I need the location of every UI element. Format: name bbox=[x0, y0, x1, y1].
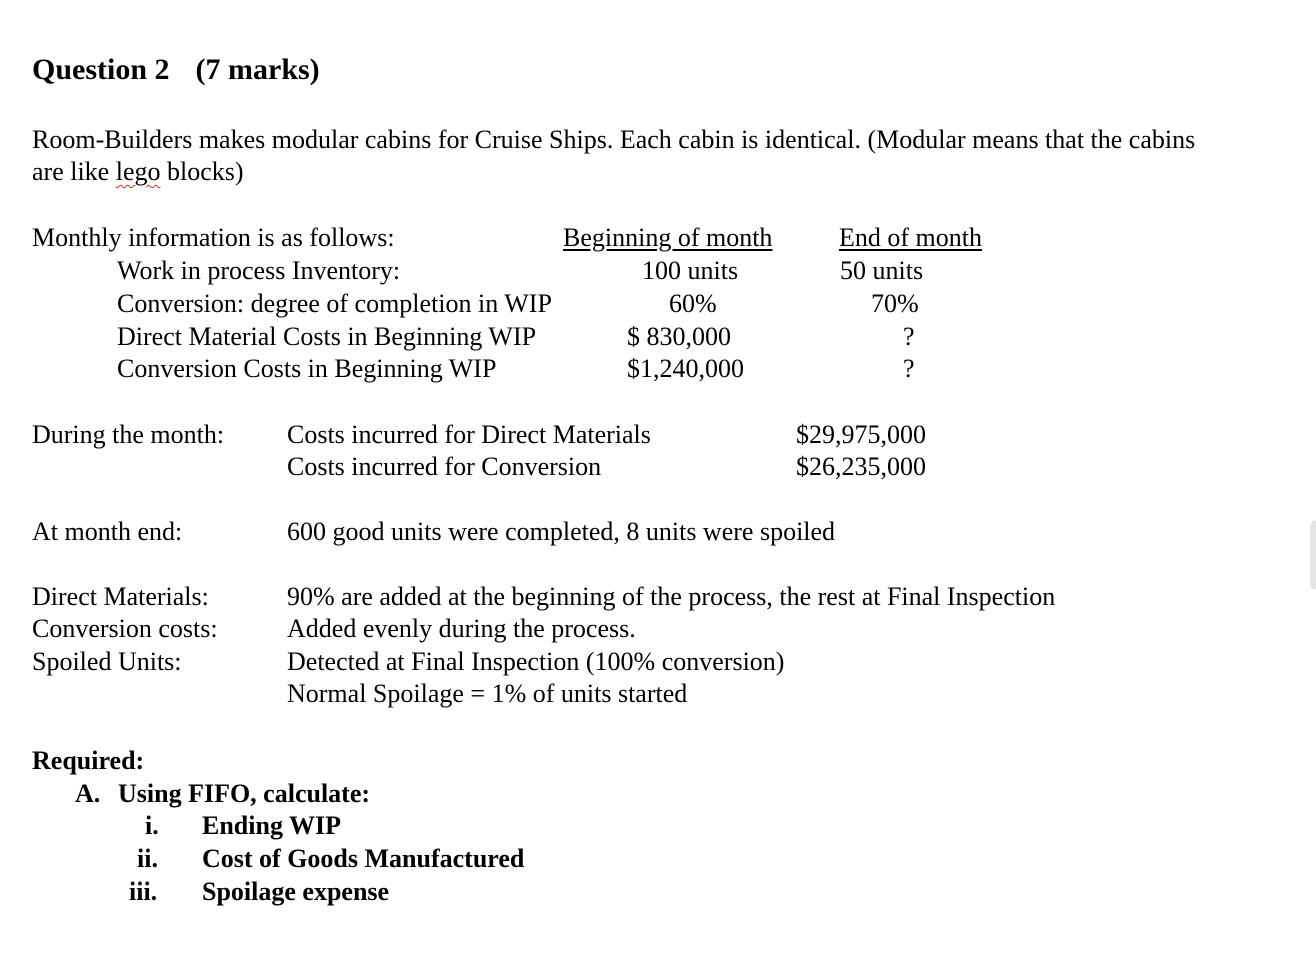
required-part-a-text: Using FIFO, calculate: bbox=[118, 779, 371, 808]
month-end-label: At month end: bbox=[32, 517, 183, 546]
monthly-row-end: 70% bbox=[871, 289, 919, 318]
during-row-desc: Costs incurred for Conversion bbox=[287, 452, 602, 481]
monthly-row-end: ? bbox=[903, 354, 915, 383]
intro-line-2-before: are like bbox=[32, 157, 116, 186]
required-item-text: Spoilage expense bbox=[202, 877, 390, 906]
question-title bbox=[32, 54, 320, 86]
monthly-heading: Monthly information is as follows: bbox=[32, 223, 395, 252]
required-item-number: i. bbox=[145, 811, 159, 840]
question-label: Question 2 bbox=[32, 53, 170, 86]
required-item-text: Ending WIP bbox=[202, 811, 341, 840]
required-part-a-marker: A. bbox=[75, 779, 101, 808]
spoiled-units-text-2: Normal Spoilage = 1% of units started bbox=[287, 679, 688, 708]
scroll-handle[interactable] bbox=[1310, 520, 1316, 590]
column-header-end: End of month bbox=[839, 223, 982, 252]
monthly-row-begin: $1,240,000 bbox=[627, 354, 744, 383]
during-label: During the month: bbox=[32, 420, 225, 449]
intro-line-2 bbox=[32, 156, 244, 188]
conversion-costs-text: Added evenly during the process. bbox=[287, 614, 636, 643]
monthly-row-label: Conversion: degree of completion in WIP bbox=[117, 289, 552, 318]
month-end-text: 600 good units were completed, 8 units were spoiled bbox=[287, 517, 836, 546]
during-row-value: $29,975,000 bbox=[796, 420, 926, 449]
intro-line-1: Room-Builders makes modular cabins for Cruise Ships. Each cabin is identical. (Modular means that the cabins bbox=[32, 125, 1196, 154]
monthly-row-begin: $ 830,000 bbox=[627, 322, 731, 351]
spellcheck-word: lego bbox=[115, 157, 161, 186]
required-item-number: iii. bbox=[129, 877, 158, 906]
direct-materials-label: Direct Materials: bbox=[32, 582, 209, 611]
required-heading: Required: bbox=[32, 746, 145, 775]
monthly-row-end: 50 units bbox=[840, 256, 924, 285]
spoiled-units-text-1: Detected at Final Inspection (100% conversion) bbox=[287, 647, 785, 676]
column-header-beginning: Beginning of month bbox=[563, 223, 773, 252]
spoiled-units-label: Spoiled Units: bbox=[32, 647, 182, 676]
monthly-row-begin: 100 units bbox=[642, 256, 739, 285]
monthly-row-end: ? bbox=[903, 322, 915, 351]
monthly-row-label: Work in process Inventory: bbox=[117, 256, 401, 285]
monthly-row-label: Conversion Costs in Beginning WIP bbox=[117, 354, 497, 383]
intro-line-2-after: blocks) bbox=[160, 157, 244, 186]
direct-materials-text: 90% are added at the beginning of the process, the rest at Final Inspection bbox=[287, 582, 1056, 611]
required-item-number: ii. bbox=[137, 844, 158, 873]
during-row-desc: Costs incurred for Direct Materials bbox=[287, 420, 651, 449]
question-marks: (7 marks) bbox=[195, 53, 320, 86]
monthly-row-label: Direct Material Costs in Beginning WIP bbox=[117, 322, 537, 351]
required-item-text: Cost of Goods Manufactured bbox=[202, 844, 525, 873]
monthly-row-begin: 60% bbox=[669, 289, 717, 318]
during-row-value: $26,235,000 bbox=[796, 452, 926, 481]
conversion-costs-label: Conversion costs: bbox=[32, 614, 218, 643]
